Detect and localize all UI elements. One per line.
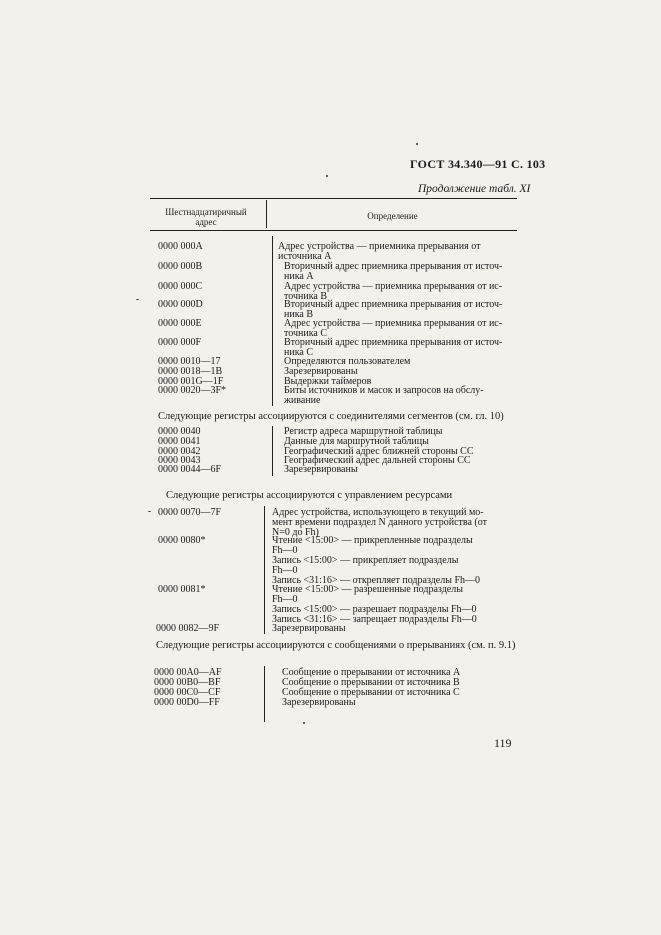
address-cell: 0000 00A0—AF: [154, 667, 222, 678]
table-caption: Продолжение табл. XI: [418, 183, 531, 195]
definition-cell: Зарезервированы: [282, 697, 356, 708]
address-cell: 0000 0082—9F: [156, 623, 220, 634]
definition-cell: Географический адрес дальней стороны СС: [284, 455, 471, 466]
address-cell: 0000 00B0—BF: [154, 677, 221, 688]
address-cell: 0000 0042: [158, 446, 201, 457]
page-number: 119: [494, 736, 512, 750]
address-cell: 0000 00D0—FF: [154, 697, 220, 708]
definition-cell: Вторичный адрес приемника прерывания от источ- ника А: [284, 261, 503, 282]
definition-cell: Зарезервированы: [284, 464, 358, 475]
block1-divider: [272, 236, 273, 406]
definition-cell: Адрес устройства — приемника прерывания от источника А: [278, 241, 481, 262]
definition-cell: Сообщение о прерывании от источника С: [282, 687, 460, 698]
address-cell: 0000 000D: [158, 299, 203, 310]
definition-cell: Адрес устройства — приемника прерывания от ис- точника В: [284, 281, 503, 302]
definition-cell: Адрес устройства — приемника прерывания от ис- точника С: [284, 318, 503, 339]
definition-cell: Адрес устройства, использующего в текущий мо- мент времени подраздел N данного устройства (от N=0 до Fh): [272, 507, 487, 538]
scan-speck: [326, 175, 328, 177]
definition-cell: Чтение <15:00> — прикрепленные подразделы Fh—0 Запись <15:00> — прикрепляет подразделы Fh—0 Запись <31:16> — открепляет подразделы Fh—0: [272, 535, 481, 586]
definition-cell: Зарезервированы: [272, 623, 346, 634]
section-lead: Следующие регистры ассоциируются с управлением ресурсами: [166, 490, 453, 501]
address-cell: 0000 0020—3F*: [158, 385, 227, 396]
definition-cell: Вторичный адрес приемника прерывания от источ- ника В: [284, 299, 503, 320]
address-cell: 0000 001G—1F: [158, 376, 224, 387]
address-cell: 0000 000F: [158, 337, 202, 348]
definition-cell: Чтение <15:00> — разрешенные подразделы Fh—0 Запись <15:00> — разрешает подразделы Fh—0 Запись <31:16> — запрещает подразделы Fh—0: [272, 584, 477, 625]
definition-cell: Данные для маршрутной таблицы: [284, 436, 429, 447]
address-cell: 0000 0070—7F: [158, 507, 222, 518]
block4-divider: [264, 666, 265, 722]
column-header-definition: Определение: [367, 211, 418, 221]
definition-cell: Биты источников и масок и запросов на обслу- живание: [284, 385, 484, 406]
definition-cell: Зарезервированы: [284, 366, 358, 377]
block2-divider: [272, 426, 273, 476]
definition-cell: Вторичный адрес приемника прерывания от источ- ника С: [284, 337, 503, 358]
address-cell: 0000 0018—1B: [158, 366, 223, 377]
address-cell: 0000 0043: [158, 455, 201, 466]
address-cell: 0000 000C: [158, 281, 203, 292]
address-cell: 0000 000A: [158, 241, 203, 252]
definition-cell: Географический адрес ближней стороны СС: [284, 446, 474, 457]
table-header-bottom-rule: [150, 230, 517, 231]
standard-header: ГОСТ 34.340—91 С. 103: [410, 157, 546, 171]
address-cell: 0000 000E: [158, 318, 202, 329]
address-cell: 0000 00C0—CF: [154, 687, 221, 698]
definition-cell: Регистр адреса маршрутной таблицы: [284, 426, 443, 437]
definition-cell: Сообщение о прерывании от источника В: [282, 677, 460, 688]
table-top-rule: [150, 198, 517, 199]
header-column-divider: [266, 200, 267, 228]
block3-divider: [264, 506, 265, 634]
definition-cell: Определяются пользователем: [284, 356, 411, 367]
address-cell: 0000 0041: [158, 436, 201, 447]
definition-cell: Выдержки таймеров: [284, 376, 372, 387]
scan-speck: [148, 511, 151, 512]
address-cell: 0000 0081*: [158, 584, 206, 595]
section-lead: Следующие регистры ассоциируются с соединителями сегментов (см. гл. 10): [158, 411, 504, 422]
address-cell: 0000 0044—6F: [158, 464, 222, 475]
address-cell: 0000 0040: [158, 426, 201, 437]
section-lead: Следующие регистры ассоциируются с сообщениями о прерываниях (см. п. 9.1): [156, 640, 516, 651]
address-cell: 0000 0080*: [158, 535, 206, 546]
scan-speck: [303, 722, 305, 724]
address-cell: 0000 000B: [158, 261, 203, 272]
scan-speck: [416, 143, 418, 145]
definition-cell: Сообщение о прерывании от источника А: [282, 667, 461, 678]
column-header-address: Шестнадцатиричный адрес: [165, 207, 247, 227]
address-cell: 0000 0010—17: [158, 356, 221, 367]
scan-speck: [136, 299, 139, 300]
